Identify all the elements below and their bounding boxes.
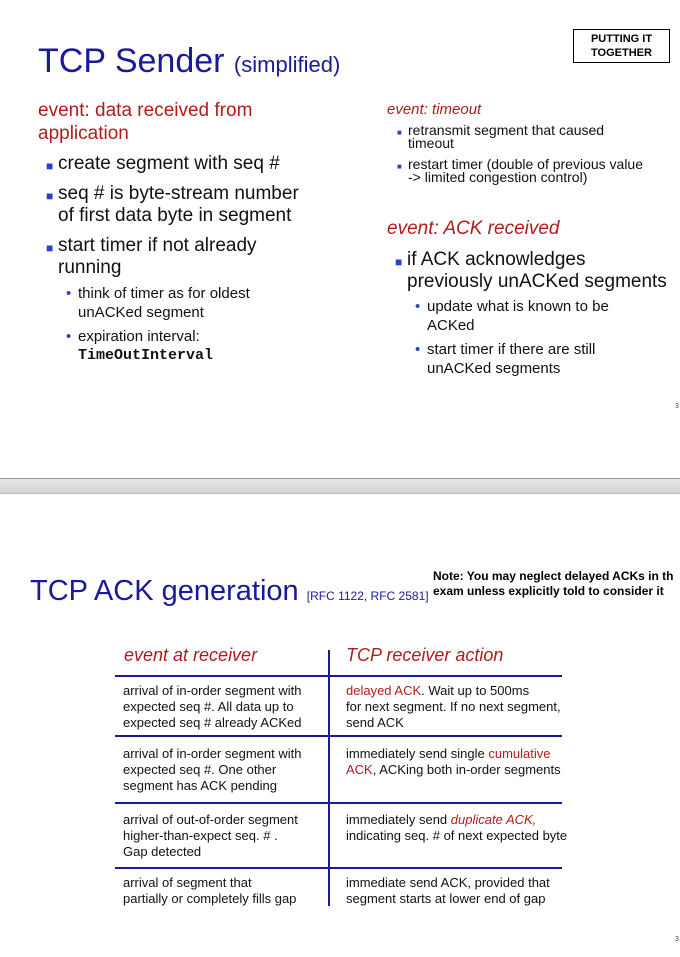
bullet-restart-timer: ■ restart timer (double of previous value -> limited congestion control) xyxy=(397,156,643,185)
bullet-ack-acknowledges: ■ if ACK acknowledges previously unACKed segments xyxy=(395,249,667,292)
sub-bullet-expiration: • expiration interval: TimeOutInterval xyxy=(66,328,214,364)
putting-together-badge: PUTTING IT TOGETHER xyxy=(573,29,670,63)
bullet-square-icon: ■ xyxy=(397,128,402,137)
event-data-received: event: data received from application xyxy=(38,100,253,144)
table-row-separator xyxy=(115,867,562,869)
rfc-reference: [RFC 1122, RFC 2581] xyxy=(306,589,429,603)
bullet-square-icon: ■ xyxy=(397,162,402,171)
bullet-square-icon: ■ xyxy=(46,159,54,173)
slide-tcp-sender xyxy=(0,0,680,478)
timeout-interval-code: TimeOutInterval xyxy=(78,347,214,364)
bullet-square-icon: ■ xyxy=(395,255,403,269)
bullet-dot-icon: • xyxy=(415,298,421,315)
table-row-event: arrival of out-of-order segment higher-than-expect seq. # . Gap detected xyxy=(123,812,298,859)
exam-note: Note: You may neglect delayed ACKs in th exam unless explicitly told to consider it xyxy=(433,569,674,598)
bullet-start-timer: ■ start timer if not already running xyxy=(46,235,257,278)
slide-title: TCP ACK generation [RFC 1122, RFC 2581] xyxy=(30,575,429,607)
slide-subtitle: (simplified) xyxy=(233,52,341,77)
table-row-separator xyxy=(115,802,562,804)
sub-bullet-oldest: • think of timer as for oldest unACKed segment xyxy=(66,285,250,321)
table-row-action: immediately send duplicate ACK, indicating seq. # of next expected byte xyxy=(346,812,568,843)
table-row-action: immediately send single cumulative ACK, ACKing both in-order segments xyxy=(346,746,561,777)
bullet-square-icon: ■ xyxy=(46,189,54,203)
sub-bullet-start-timer: • start timer if there are still unACKed segments xyxy=(415,341,596,377)
table-row-action: immediate send ACK, provided that segment starts at lower end of gap xyxy=(346,875,550,906)
table-row-separator xyxy=(115,675,562,677)
header-event-at-receiver: event at receiver xyxy=(124,645,258,665)
table-row-event: arrival of in-order segment with expected seq #. One other segment has ACK pending xyxy=(123,746,302,793)
event-timeout: event: timeout xyxy=(387,101,482,118)
page-number: 3 xyxy=(675,936,679,943)
delayed-ack-term: delayed ACK xyxy=(346,683,422,698)
cumulative-term: cumulative xyxy=(488,746,551,761)
table-row-event: arrival of segment that partially or completely fills gap xyxy=(123,875,297,906)
table-row-event: arrival of in-order segment with expected seq #. All data up to expected seq # already ACKed xyxy=(123,683,302,730)
table-row-action: delayed ACK. Wait up to 500ms for next segment. If no next segment, send ACK xyxy=(346,683,561,730)
slide-divider xyxy=(0,478,680,494)
header-tcp-receiver-action: TCP receiver action xyxy=(346,645,504,665)
table-row-separator xyxy=(115,735,562,737)
sub-bullet-update: • update what is known to be ACKed xyxy=(415,298,609,334)
bullet-dot-icon: • xyxy=(415,341,421,358)
bullet-seq-number: ■ seq # is byte-stream number of first data byte in segment xyxy=(46,183,299,226)
page-number: 3 xyxy=(675,403,679,410)
slide-title: TCP Sender (simplified) xyxy=(38,42,341,80)
bullet-dot-icon: • xyxy=(66,285,72,302)
ack-term: ACK xyxy=(346,762,373,777)
bullet-create-segment: ■ create segment with seq # xyxy=(58,153,280,175)
bullet-dot-icon: • xyxy=(66,328,72,345)
slide-tcp-ack-generation xyxy=(0,494,680,957)
event-ack-received: event: ACK received xyxy=(387,218,560,239)
bullet-square-icon: ■ xyxy=(46,241,54,255)
duplicate-ack-term: duplicate ACK, xyxy=(450,812,537,827)
bullet-retransmit: ■ retransmit segment that caused timeout xyxy=(397,122,605,151)
